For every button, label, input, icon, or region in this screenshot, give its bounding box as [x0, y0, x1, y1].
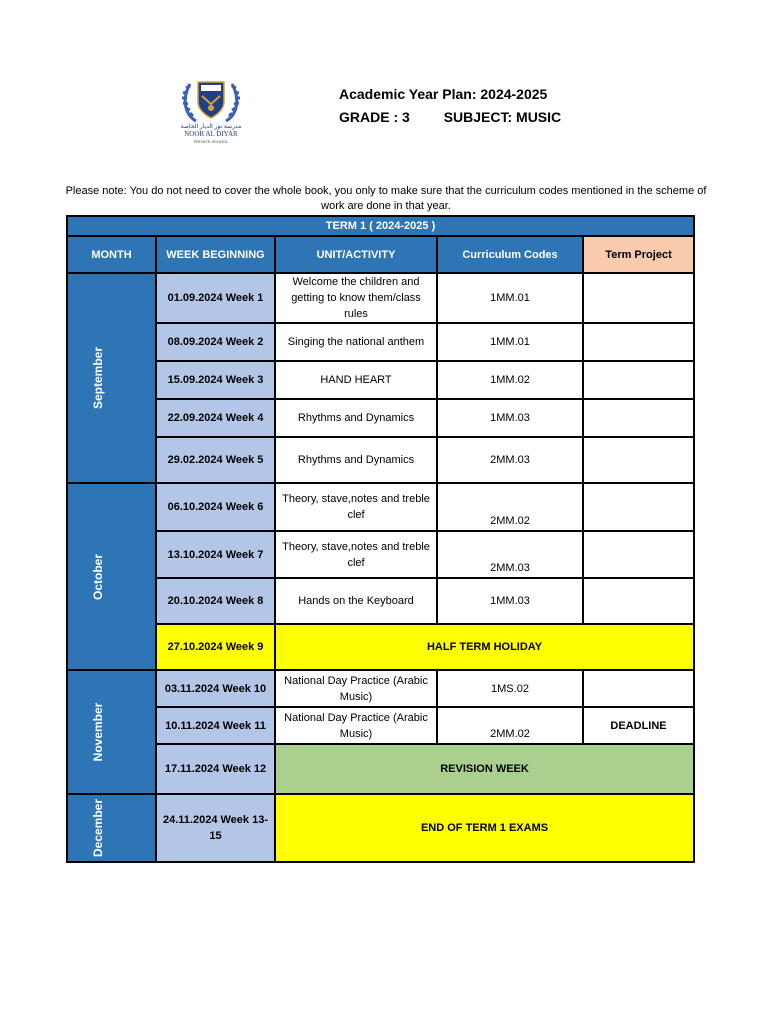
- week-cell: 06.10.2024 Week 6: [156, 483, 275, 531]
- exams-cell: END OF TERM 1 EXAMS: [275, 794, 694, 862]
- activity-cell: Hands on the Keyboard: [275, 578, 437, 624]
- note-text: Please note: You do not need to cover the whole book, you only to make sure that the curriculum codes mentioned in the scheme of work are done in that year.: [65, 185, 707, 212]
- project-cell: [583, 531, 694, 578]
- table-row: [67, 670, 694, 707]
- activity-cell: Welcome the children and getting to know them/class rules: [275, 273, 437, 323]
- project-cell: [583, 323, 694, 361]
- subject-label: SUBJECT: MUSIC: [443, 109, 562, 125]
- col-header-activity: UNIT/ACTIVITY: [275, 236, 437, 273]
- code-cell: 2MM.03: [437, 531, 583, 578]
- activity-cell: Rhythms and Dynamics: [275, 437, 437, 483]
- activity-cell: Singing the national anthem: [275, 323, 437, 361]
- revision-cell: REVISION WEEK: [275, 744, 694, 794]
- activity-cell: Rhythms and Dynamics: [275, 399, 437, 437]
- project-cell: [583, 399, 694, 437]
- code-cell: 1MM.01: [437, 273, 583, 323]
- week-cell: 17.11.2024 Week 12: [156, 744, 275, 794]
- table-row: [67, 399, 694, 437]
- grade-label: GRADE : 3: [339, 109, 410, 125]
- activity-cell: National Day Practice (Arabic Music): [275, 670, 437, 707]
- table-row: [67, 578, 694, 624]
- week-cell: 20.10.2024 Week 8: [156, 578, 275, 624]
- table-row: [67, 707, 694, 744]
- month-label: September: [91, 346, 105, 410]
- code-cell: 1MM.01: [437, 323, 583, 361]
- col-header-project: Term Project: [583, 236, 694, 273]
- code-cell: 1MM.02: [437, 361, 583, 399]
- month-label: October: [91, 553, 105, 600]
- project-cell: [583, 361, 694, 399]
- week-cell: 08.09.2024 Week 2: [156, 323, 275, 361]
- project-cell: [583, 578, 694, 624]
- col-header-week: WEEK BEGINNING: [156, 236, 275, 273]
- project-cell: [583, 483, 694, 531]
- academic-plan-table: [66, 215, 695, 863]
- col-header-month: MONTH: [67, 236, 156, 273]
- week-cell: 10.11.2024 Week 11: [156, 707, 275, 744]
- term-header-row: [67, 216, 694, 236]
- week-cell: 22.09.2024 Week 4: [156, 399, 275, 437]
- month-label: December: [91, 798, 105, 858]
- table-row: [67, 794, 694, 862]
- grade-subject-line: [339, 109, 561, 125]
- logo-school-name: NOOR AL DIYAR: [184, 130, 238, 138]
- table-row: [67, 273, 694, 323]
- week-cell: 27.10.2024 Week 9: [156, 624, 275, 670]
- page-title: Academic Year Plan: 2024-2025: [339, 86, 548, 102]
- table-row: [67, 323, 694, 361]
- code-cell: 1MS.02: [437, 670, 583, 707]
- logo-arabic-text: مدرسة نور الديار الخاصة: [180, 124, 242, 130]
- col-header-codes: Curriculum Codes: [437, 236, 583, 273]
- logo-subtitle: PRIVATE SCHOOL: [193, 139, 229, 144]
- week-cell: 24.11.2024 Week 13-15: [156, 794, 275, 862]
- code-cell: 2MM.02: [437, 483, 583, 531]
- term-title: TERM 1 ( 2024-2025 ): [67, 216, 694, 236]
- project-cell: [583, 670, 694, 707]
- table-row: [67, 437, 694, 483]
- activity-cell: Theory, stave,notes and treble clef: [275, 483, 437, 531]
- week-cell: 13.10.2024 Week 7: [156, 531, 275, 578]
- project-cell: [583, 437, 694, 483]
- table-row: [67, 531, 694, 578]
- code-cell: 1MM.03: [437, 399, 583, 437]
- activity-cell: Theory, stave,notes and treble clef: [275, 531, 437, 578]
- code-cell: 1MM.03: [437, 578, 583, 624]
- table-row: [67, 744, 694, 794]
- month-cell: [67, 483, 156, 670]
- activity-cell: National Day Practice (Arabic Music): [275, 707, 437, 744]
- project-cell: [583, 273, 694, 323]
- column-header-row: [67, 236, 694, 273]
- month-cell: [67, 670, 156, 794]
- month-cell: [67, 273, 156, 483]
- week-cell: 29.02.2024 Week 5: [156, 437, 275, 483]
- project-cell: DEADLINE: [583, 707, 694, 744]
- table-row: [67, 361, 694, 399]
- week-cell: 01.09.2024 Week 1: [156, 273, 275, 323]
- code-cell: 2MM.02: [437, 707, 583, 744]
- week-cell: 15.09.2024 Week 3: [156, 361, 275, 399]
- month-cell: [67, 794, 156, 862]
- code-cell: 2MM.03: [437, 437, 583, 483]
- holiday-cell: HALF TERM HOLIDAY: [275, 624, 694, 670]
- month-label: November: [91, 702, 105, 762]
- activity-cell: HAND HEART: [275, 361, 437, 399]
- logo-caption: [172, 124, 250, 145]
- week-cell: 03.11.2024 Week 10: [156, 670, 275, 707]
- table-row: [67, 483, 694, 531]
- table-row: [67, 624, 694, 670]
